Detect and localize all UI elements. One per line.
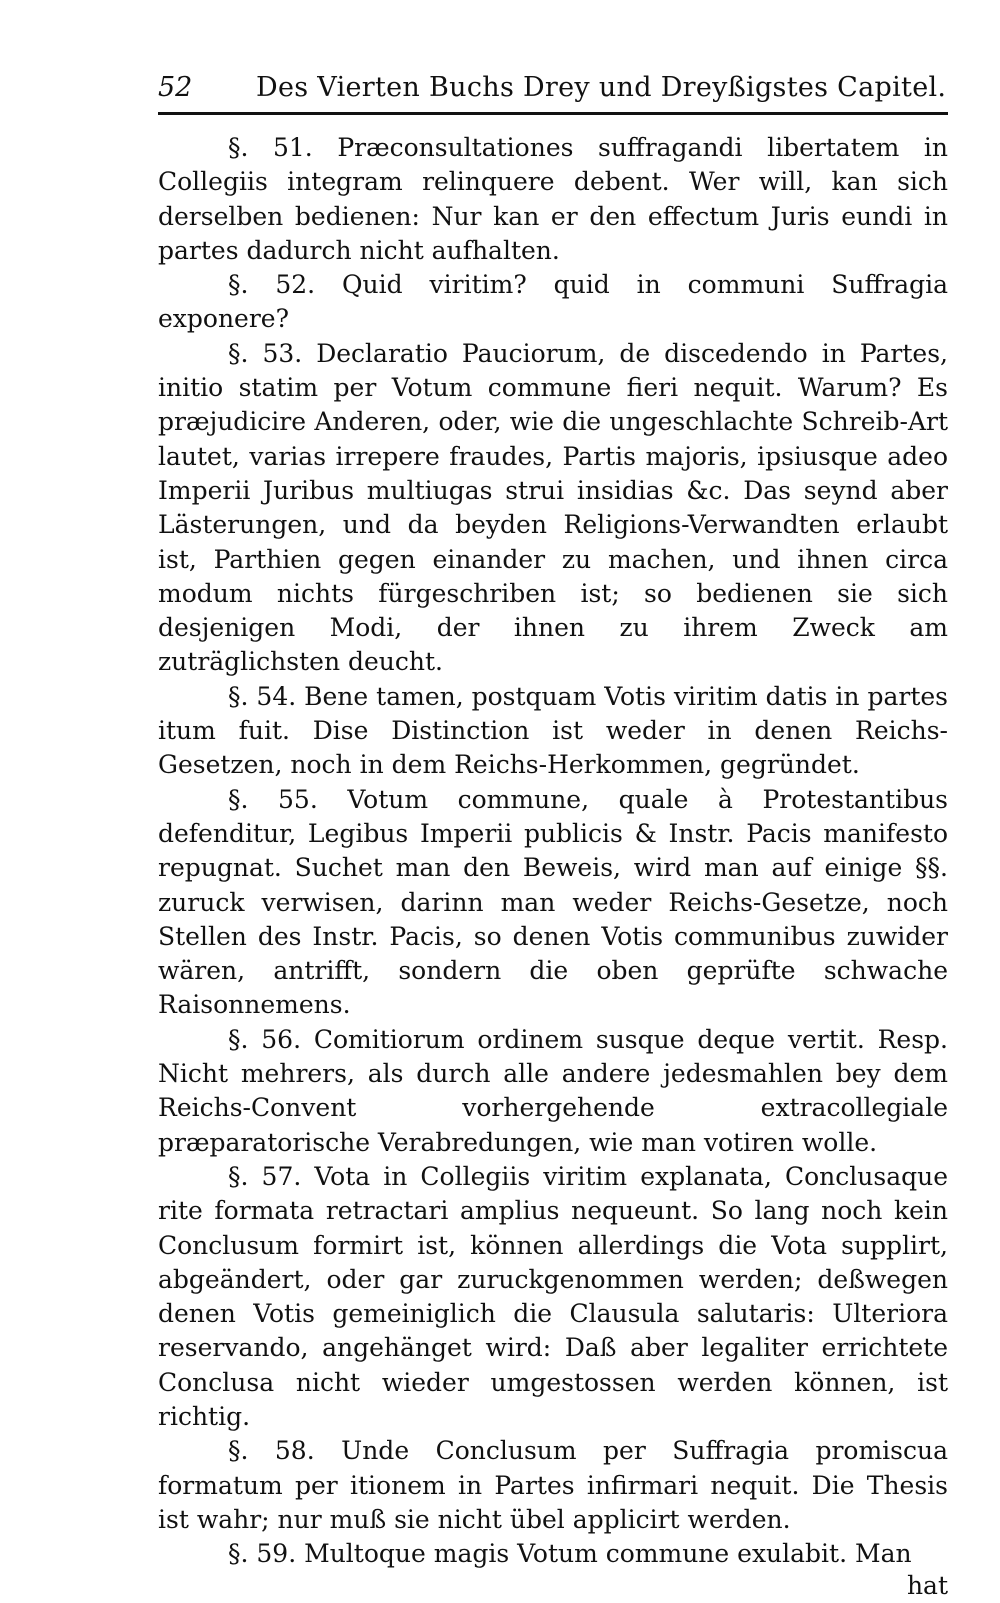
paragraph-52	[158, 268, 948, 337]
section-number: §. 51.	[228, 133, 313, 162]
section-number: §. 55.	[228, 784, 318, 814]
running-title: Des Vierten Buchs Drey und Dreyßigstes Capitel.	[256, 72, 947, 103]
paragraph-55	[158, 783, 948, 1023]
paragraph-54	[158, 680, 948, 783]
page-number: 52	[158, 72, 193, 103]
paragraph-53	[158, 337, 948, 680]
book-page	[158, 68, 949, 1601]
section-number: §. 59.	[228, 1539, 297, 1569]
paragraph-59	[158, 1537, 948, 1571]
section-number: §. 57.	[228, 1161, 302, 1191]
section-number: §. 56.	[228, 1024, 302, 1054]
paragraph-text: Præconsultationes suffragandi libertatem in Collegiis integram relinquere debent. Wer will, kan sich derselben bedienen: Nur kan er den effectum Juris eundi in partes dadurch nicht aufhalten.	[158, 133, 948, 265]
catchword: hat	[906, 1571, 948, 1601]
section-number: §. 54.	[228, 681, 297, 711]
paragraph-text: Bene tamen, postquam Votis viritim datis in partes itum fuit. Dise Distinction ist weder in denen Reichs-Gesetzen, noch in dem Reichs-Herkommen, gegründet.	[158, 681, 948, 780]
paragraph-text: Quid viritim? quid in communi Suffragia exponere?	[158, 270, 949, 334]
page-header	[158, 68, 948, 115]
section-number: §. 52.	[228, 270, 316, 300]
page-body	[158, 131, 948, 1603]
paragraph-text: Vota in Collegiis viritim explanata, Conclusaque rite formata retractari amplius nequeunt. So lang noch kein Conclusum formirt ist, können allerdings die Vota supplirt, abgeändert, oder gar zuruckgenommen werden; deßwegen denen Votis gemeiniglich die Clausula salutaris: Ulteriora reservando, angehänget wird: Daß aber legaliter errichtete Conclusa nicht wieder umgestossen werden können, ist richtig.	[158, 1161, 948, 1431]
paragraph-text: Multoque magis Votum commune exulabit. Man	[304, 1539, 912, 1569]
paragraph-56	[158, 1023, 948, 1160]
paragraph-text: Comitiorum ordinem susque deque vertit. Resp. Nicht mehrers, als durch alle andere jedesmahlen bey dem Reichs-Convent vorhergehende extracollegiale præparatorische Verabredungen, wie man votiren wolle.	[158, 1024, 949, 1157]
paragraph-51	[158, 131, 948, 268]
section-number: §. 58.	[228, 1436, 315, 1466]
catchword-line	[158, 1569, 948, 1603]
paragraph-text: Unde Conclusum per Suffragia promiscua formatum per itionem in Partes infirmari nequit. Die Thesis ist wahr; nur muß sie nicht übel applicirt werden.	[158, 1436, 949, 1534]
paragraph-text: Declaratio Pauciorum, de discedendo in Partes, initio statim per Votum commune fieri nequit. Warum? Es præjudicire Anderen, oder, wie die ungeschlachte Schreib-Art lautet, varias irrepere fraudes, Partis majoris, ipsiusque adeo Imperii Juribus multiugas strui insidias &c. Das seynd aber Lästerungen, und da beyden Religions-Verwandten erlaubt ist, Parthien gegen einander zu machen, und ihnen circa modum nichts fürgeschriben ist; so bedienen sie sich desjenigen Modi, der ihnen zu ihrem Zweck am zuträglichsten deucht.	[158, 338, 949, 677]
paragraph-58	[158, 1434, 948, 1537]
section-number: §. 53.	[228, 338, 303, 368]
paragraph-57	[158, 1160, 948, 1434]
paragraph-text: Votum commune, quale à Protestantibus defenditur, Legibus Imperii publicis & Instr. Pacis manifesto repugnat. Suchet man den Beweis, wird man auf einige §§. zuruck verwisen, darinn man weder Reichs-Gesetze, noch Stellen des Instr. Pacis, so denen Votis communibus zuwider wären, antrifft, sondern die oben geprüfte schwache Raisonnemens.	[158, 784, 949, 1020]
